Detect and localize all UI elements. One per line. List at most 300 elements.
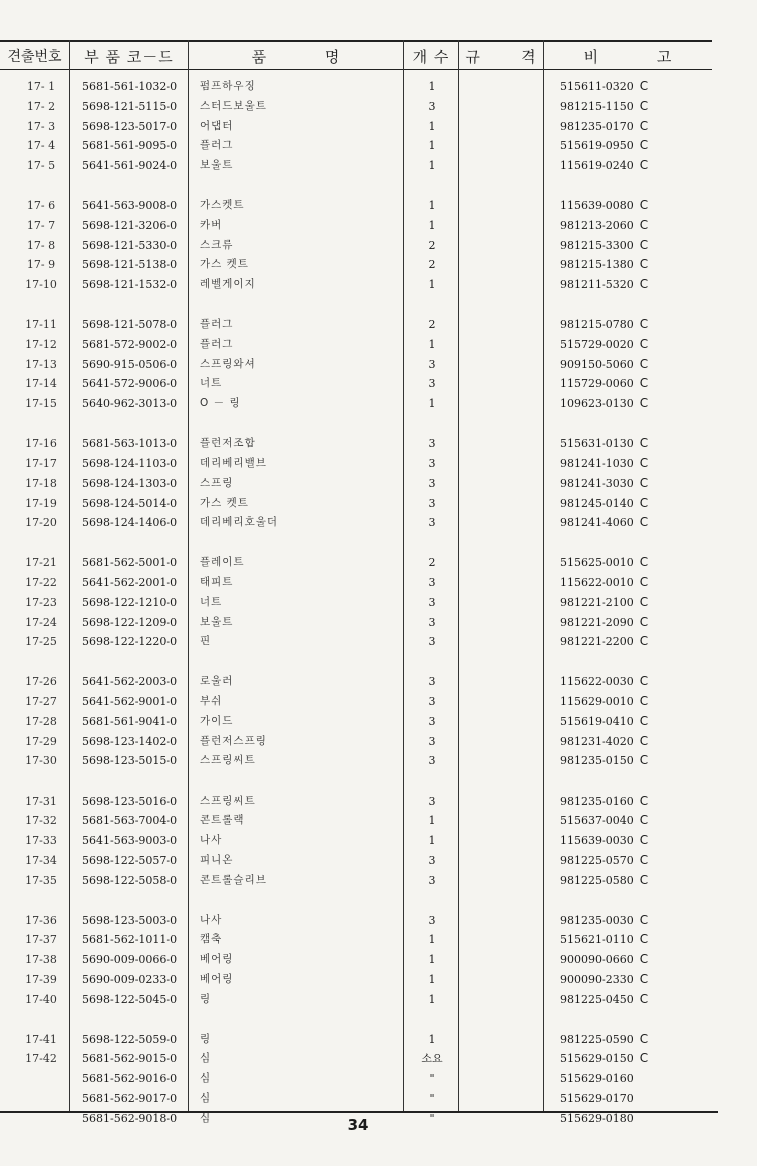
part-name-cell: 데리베리호울더 [200,516,279,528]
quantity-cell: 3 [428,477,436,490]
remarks-cell [560,632,648,651]
part-code-cell: 5698-122-5058-0 [82,874,178,887]
table-row [0,950,712,969]
header-part-name: 품 명 [251,47,341,66]
part-name-cell: 링 [200,993,212,1005]
remarks-cell [560,335,648,354]
reference-number: 515611-0320 [560,80,634,93]
remarks-cell [560,970,648,989]
part-code-cell: 5690-009-0233-0 [82,973,178,986]
remarks-cell [560,255,648,274]
quantity-cell: 1 [428,973,436,986]
table-row [0,474,712,493]
part-code-cell: 5641-562-2003-0 [82,675,178,688]
part-name-cell: 심 [200,1072,212,1084]
part-number-cell: 17- 4 [26,139,56,152]
reference-number: 981225-0450 [560,993,634,1006]
class-code: C [639,496,649,510]
quantity-cell: 1 [428,338,436,351]
part-name-cell: 플레이트 [200,556,245,568]
reference-number: 981215-1150 [560,100,634,113]
part-name-cell: 가스 켓트 [200,497,249,509]
part-name-cell: 베어링 [200,973,234,985]
part-code-cell: 5690-009-0066-0 [82,953,178,966]
part-name-cell: 플러그 [200,338,234,350]
part-name-cell: 링 [200,1033,212,1045]
quantity-cell: 3 [428,795,436,808]
table-bottom-rule [0,1111,718,1113]
quantity-cell: 2 [428,258,436,271]
class-code: C [639,79,649,93]
reference-number: 515625-0010 [560,556,634,569]
quantity-cell: 1 [428,139,436,152]
quantity-cell: 3 [428,754,436,767]
reference-number: 981215-0780 [560,318,634,331]
reference-number: 115729-0060 [560,377,634,390]
table-row [0,573,712,592]
quantity-cell: 1 [428,199,436,212]
part-code-cell: 5681-562-5001-0 [82,556,178,569]
remarks-cell [560,156,648,175]
table-row [0,434,712,453]
part-name-cell: 심 [200,1052,212,1064]
quantity-cell: 1 [428,397,436,410]
part-code-cell: 5698-122-5057-0 [82,854,178,867]
table-row [0,355,712,374]
class-code: C [639,615,649,629]
remarks-cell [560,692,648,711]
part-number-cell: 17-33 [25,834,57,847]
quantity-cell: 3 [428,437,436,450]
remarks-cell [560,77,648,96]
class-code: C [639,674,649,688]
table-row [0,136,712,155]
table-row [0,236,712,255]
part-number-cell: 17-16 [25,437,57,450]
quantity-cell: 3 [428,497,436,510]
reference-number: 981225-0570 [560,854,634,867]
quantity-cell: 1 [428,953,436,966]
remarks-cell [560,454,648,473]
remarks-cell [560,930,648,949]
reference-number: 515619-0410 [560,715,634,728]
table-row [0,553,712,572]
reference-number: 515621-0110 [560,933,634,946]
table-row [0,593,712,612]
part-code-cell: 5698-122-5059-0 [82,1033,178,1046]
quantity-cell: " [429,1112,435,1125]
quantity-cell: 2 [428,556,436,569]
part-name-cell: 스프링씨트 [200,795,256,807]
quantity-cell: 3 [428,596,436,609]
reference-number: 115619-0240 [560,159,634,172]
part-name-cell: 플러그 [200,139,234,151]
class-code: C [639,158,649,172]
part-code-cell: 5681-561-9041-0 [82,715,178,728]
part-number-cell: 17-22 [25,576,57,589]
part-code-cell: 5681-561-9095-0 [82,139,178,152]
table-row [0,613,712,632]
header-part-no: 견출번호 [7,49,62,65]
part-code-cell: 5681-562-9018-0 [82,1112,178,1125]
table-row [0,216,712,235]
part-number-cell: 17-37 [25,933,57,946]
quantity-cell: 1 [428,1033,436,1046]
table-row [0,672,712,691]
table-row [0,970,712,989]
remarks-cell [560,275,648,294]
reference-number: 515629-0180 [560,1112,634,1125]
part-name-cell: 베어링 [200,953,234,965]
part-name-cell: 로울러 [200,675,234,687]
remarks-cell [560,236,648,255]
part-name-cell: 데리베리밸브 [200,457,267,469]
part-code-cell: 5698-122-1220-0 [82,635,178,648]
part-code-cell: 5698-123-5003-0 [82,914,178,927]
part-name-cell: 스크류 [200,239,234,251]
quantity-cell: 3 [428,100,436,113]
part-name-cell: 어댑터 [200,120,234,132]
table-row [0,990,712,1009]
part-name-cell: 핀 [200,635,212,647]
class-code: C [639,913,649,927]
quantity-cell: " [429,1072,435,1085]
part-number-cell: 17-15 [25,397,57,410]
class-code: C [639,853,649,867]
part-code-cell: 5681-562-1011-0 [82,933,178,946]
reference-number: 515631-0130 [560,437,634,450]
page-number: 34 [347,1116,369,1134]
class-code: C [639,813,649,827]
part-code-cell: 5698-121-5115-0 [82,100,178,113]
table-row [0,97,712,116]
reference-number: 981215-1380 [560,258,634,271]
part-code-cell: 5690-915-0506-0 [82,358,178,371]
part-name-cell: 레벨게이지 [200,278,256,290]
part-code-cell: 5698-123-5016-0 [82,795,178,808]
remarks-cell [560,1049,648,1068]
remarks-cell [560,1069,640,1088]
part-number-cell: 17- 9 [26,258,56,271]
part-code-cell: 5641-562-9001-0 [82,695,178,708]
class-code: C [639,694,649,708]
remarks-cell [560,315,648,334]
table-row [0,911,712,930]
table-row [0,930,712,949]
quantity-cell: 2 [428,239,436,252]
class-code: C [639,992,649,1006]
part-number-cell: 17- 2 [26,100,56,113]
reference-number: 981241-4060 [560,516,634,529]
part-code-cell: 5698-121-5330-0 [82,239,178,252]
class-code: C [639,714,649,728]
part-name-cell: 너트 [200,377,223,389]
reference-number: 515629-0160 [560,1072,634,1085]
table-row [0,454,712,473]
part-number-cell: 17-10 [25,278,57,291]
part-code-cell: 5641-561-9024-0 [82,159,178,172]
quantity-cell: 1 [428,159,436,172]
remarks-cell [560,136,648,155]
table-row [0,117,712,136]
part-name-cell: 태피트 [200,576,234,588]
part-code-cell: 5698-123-1402-0 [82,735,178,748]
quantity-cell: 3 [428,735,436,748]
part-number-cell: 17-24 [25,616,57,629]
remarks-cell [560,494,648,513]
remarks-cell [560,831,648,850]
quantity-cell: 3 [428,516,436,529]
reference-number: 515629-0170 [560,1092,634,1105]
part-name-cell: 펌프하우징 [200,80,256,92]
remarks-cell [560,117,648,136]
header-part-code: 부 품 코－드 [84,47,174,66]
part-number-cell: 17-34 [25,854,57,867]
quantity-cell: 1 [428,993,436,1006]
remarks-cell [560,196,648,215]
part-name-cell: 카버 [200,219,223,231]
reference-number: 115622-0030 [560,675,634,688]
remarks-cell [560,732,648,751]
quantity-cell: 3 [428,635,436,648]
reference-number: 115639-0080 [560,199,634,212]
reference-number: 981221-2100 [560,596,634,609]
reference-number: 981241-1030 [560,457,634,470]
class-code: C [639,1051,649,1065]
part-code-cell: 5698-124-1103-0 [82,457,178,470]
class-code: C [639,396,649,410]
part-number-cell: 17-28 [25,715,57,728]
part-code-cell: 5698-124-5014-0 [82,497,178,510]
table-row [0,1069,712,1088]
reference-number: 109623-0130 [560,397,634,410]
reference-number: 515619-0950 [560,139,634,152]
remarks-cell [560,871,648,890]
part-code-cell: 5641-563-9008-0 [82,199,178,212]
remarks-cell [560,811,648,830]
part-code-cell: 5641-562-2001-0 [82,576,178,589]
class-code: C [639,119,649,133]
remarks-cell [560,593,648,612]
part-code-cell: 5681-562-9017-0 [82,1092,178,1105]
reference-number: 515637-0040 [560,814,634,827]
part-number-cell: 17-32 [25,814,57,827]
remarks-cell [560,97,648,116]
class-code: C [639,476,649,490]
part-code-cell: 5698-123-5017-0 [82,120,178,133]
table-row [0,632,712,651]
class-code: C [639,456,649,470]
class-code: C [639,873,649,887]
part-code-cell: 5698-121-5138-0 [82,258,178,271]
quantity-cell: 3 [428,874,436,887]
class-code: C [639,376,649,390]
reference-number: 115639-0030 [560,834,634,847]
part-name-cell: 부쉬 [200,695,223,707]
remarks-cell [560,911,648,930]
part-code-cell: 5681-563-1013-0 [82,437,178,450]
remarks-cell [560,950,648,969]
part-name-cell: 콘트롤랙 [200,814,245,826]
class-code: C [639,634,649,648]
class-code: C [639,595,649,609]
table-row [0,494,712,513]
table-row [0,1030,712,1049]
table-row [0,255,712,274]
remarks-cell [560,613,648,632]
remarks-cell [560,792,648,811]
part-name-cell: 너트 [200,596,223,608]
reference-number: 981215-3300 [560,239,634,252]
remarks-cell [560,1030,648,1049]
table-row [0,156,712,175]
class-code: C [639,972,649,986]
part-number-cell: 17-14 [25,377,57,390]
part-name-cell: O － 링 [200,397,241,409]
remarks-cell [560,374,648,393]
quantity-cell: 소요 [421,1052,443,1065]
part-number-cell: 17-40 [25,993,57,1006]
header-remarks: 비 고 [583,47,673,66]
reference-number: 981235-0160 [560,795,634,808]
part-name-cell: 플런저스프링 [200,735,267,747]
class-code: C [639,575,649,589]
class-code: C [639,99,649,113]
part-name-cell: 보울트 [200,616,234,628]
quantity-cell: 3 [428,914,436,927]
part-name-cell: 스프링 [200,477,234,489]
part-number-cell: 17- 3 [26,120,56,133]
part-number-cell: 17-31 [25,795,57,808]
table-row [0,275,712,294]
part-name-cell: 스프링와셔 [200,358,256,370]
part-name-cell: 가스켓트 [200,199,245,211]
remarks-cell [560,990,648,1009]
reference-number: 981245-0140 [560,497,634,510]
part-code-cell: 5641-572-9006-0 [82,377,178,390]
class-code: C [639,794,649,808]
part-name-cell: 나사 [200,914,223,926]
remarks-cell [560,851,648,870]
class-code: C [639,1032,649,1046]
part-number-cell: 17-41 [25,1033,57,1046]
class-code: C [639,952,649,966]
part-number-cell: 17-30 [25,754,57,767]
table-row [0,692,712,711]
part-number-cell: 17- 5 [26,159,56,172]
table-row [0,196,712,215]
part-name-cell: 보울트 [200,159,234,171]
part-number-cell: 17-19 [25,497,57,510]
part-name-cell: 플런저조합 [200,437,256,449]
table-row [0,315,712,334]
part-code-cell: 5698-121-3206-0 [82,219,178,232]
part-number-cell: 17-18 [25,477,57,490]
class-code: C [639,337,649,351]
remarks-cell [560,672,648,691]
part-number-cell: 17-12 [25,338,57,351]
table-row [0,792,712,811]
table-row [0,871,712,890]
part-number-cell: 17- 7 [26,219,56,232]
reference-number: 515729-0020 [560,338,634,351]
part-number-cell: 17-21 [25,556,57,569]
part-code-cell: 5698-121-5078-0 [82,318,178,331]
part-code-cell: 5698-123-5015-0 [82,754,178,767]
part-number-cell: 17-25 [25,635,57,648]
table-row [0,831,712,850]
reference-number: 981221-2200 [560,635,634,648]
class-code: C [639,277,649,291]
part-name-cell: 피니온 [200,854,234,866]
part-code-cell: 5681-563-7004-0 [82,814,178,827]
reference-number: 115629-0010 [560,695,634,708]
quantity-cell: 3 [428,854,436,867]
remarks-cell [560,394,648,413]
part-number-cell: 17- 6 [26,199,56,212]
part-number-cell: 17-23 [25,596,57,609]
quantity-cell: 1 [428,219,436,232]
reference-number: 981231-4020 [560,735,634,748]
quantity-cell: 1 [428,120,436,133]
quantity-cell: 3 [428,358,436,371]
remarks-cell [560,1089,640,1108]
reference-number: 981225-0580 [560,874,634,887]
part-number-cell: 17-42 [25,1052,57,1065]
part-name-cell: 콘트롤슬리브 [200,874,267,886]
reference-number: 900090-2330 [560,973,634,986]
part-name-cell: 캠축 [200,933,223,945]
table-row [0,732,712,751]
quantity-cell: 3 [428,616,436,629]
reference-number: 981235-0030 [560,914,634,927]
part-code-cell: 5698-124-1406-0 [82,516,178,529]
part-code-cell: 5681-562-9016-0 [82,1072,178,1085]
part-number-cell: 17-13 [25,358,57,371]
part-name-cell: 심 [200,1112,212,1124]
class-code: C [639,257,649,271]
quantity-cell: 3 [428,675,436,688]
class-code: C [639,833,649,847]
reference-number: 981221-2090 [560,616,634,629]
part-number-cell: 17-27 [25,695,57,708]
part-name-cell: 가이드 [200,715,234,727]
part-code-cell: 5641-563-9003-0 [82,834,178,847]
part-name-cell: 심 [200,1092,212,1104]
part-code-cell: 5681-572-9002-0 [82,338,178,351]
part-number-cell: 17- 1 [26,80,56,93]
part-number-cell: 17-35 [25,874,57,887]
quantity-cell: " [429,1092,435,1105]
class-code: C [639,436,649,450]
remarks-cell [560,513,648,532]
quantity-cell: 3 [428,457,436,470]
part-name-cell: 가스 켓트 [200,258,249,270]
part-number-cell: 17-20 [25,516,57,529]
reference-number: 909150-5060 [560,358,634,371]
part-name-cell: 스터드보울트 [200,100,267,112]
class-code: C [639,555,649,569]
remarks-cell [560,474,648,493]
reference-number: 981241-3030 [560,477,634,490]
header-bottom-rule [0,69,712,70]
part-number-cell: 17-39 [25,973,57,986]
reference-number: 981235-0170 [560,120,634,133]
part-number-cell: 17- 8 [26,239,56,252]
remarks-cell [560,712,648,731]
quantity-cell: 3 [428,576,436,589]
quantity-cell: 1 [428,834,436,847]
